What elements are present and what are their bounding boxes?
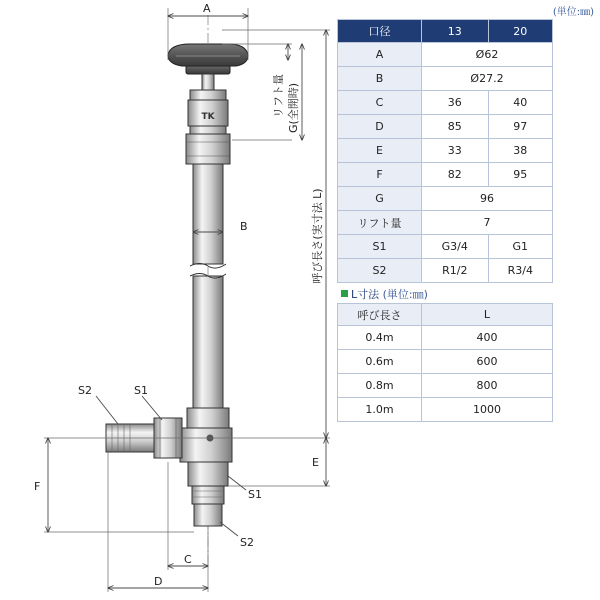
leader-s1-bottom bbox=[228, 476, 246, 490]
valve-body bbox=[106, 408, 232, 526]
label-s2-top: S2 bbox=[78, 384, 92, 397]
tk-logo: TK bbox=[201, 112, 215, 122]
unit-note: (単位:㎜) bbox=[552, 7, 594, 18]
spec-header-row bbox=[338, 20, 553, 43]
label-lift: リフト量 bbox=[272, 74, 285, 118]
l-table bbox=[337, 303, 553, 422]
handle bbox=[168, 44, 248, 90]
label-a: A bbox=[203, 2, 211, 15]
leader-s2-bottom bbox=[220, 522, 238, 536]
label-f: F bbox=[34, 480, 41, 493]
label-nominal-length: 呼び長さ(実寸法 L) bbox=[311, 188, 324, 284]
l-header-row bbox=[338, 304, 553, 326]
label-e: E bbox=[312, 456, 319, 469]
label-d: D bbox=[154, 575, 163, 588]
spec-row-d: D 85 97 bbox=[338, 115, 553, 139]
spec-header-20: 20 bbox=[488, 20, 552, 43]
l-row-08: 0.8m 800 bbox=[338, 374, 553, 398]
l-row-10: 1.0m 1000 bbox=[338, 398, 553, 422]
label-s1-bottom: S1 bbox=[248, 488, 262, 501]
spec-row-s2: S2 R1/2 R3/4 bbox=[338, 259, 553, 283]
label-s1-top: S1 bbox=[134, 384, 148, 397]
label-g: G(全開時) bbox=[287, 82, 300, 134]
spec-row-c: C 36 40 bbox=[338, 91, 553, 115]
spec-table bbox=[337, 19, 553, 283]
spec-header-13: 13 bbox=[422, 20, 489, 43]
l-row-06: 0.6m 600 bbox=[338, 350, 553, 374]
leader-s2-top bbox=[96, 396, 118, 424]
l-header-l: L bbox=[422, 304, 553, 326]
spec-row-b: B Ø27.2 bbox=[338, 67, 553, 91]
spec-row-f: F 82 95 bbox=[338, 163, 553, 187]
spec-row-e: E 33 38 bbox=[338, 139, 553, 163]
label-s2-bottom: S2 bbox=[240, 536, 254, 549]
l-header-nominal: 呼び長さ bbox=[338, 304, 422, 326]
green-square-icon bbox=[341, 290, 348, 297]
l-table-title: L寸法 (単位:㎜) bbox=[341, 286, 428, 302]
spec-row-lift: リフト量 7 bbox=[338, 211, 553, 235]
l-row-04: 0.4m 400 bbox=[338, 326, 553, 350]
spec-row-s1: S1 G3/4 G1 bbox=[338, 235, 553, 259]
spec-row-a: A Ø62 bbox=[338, 43, 553, 67]
spec-header-size: 口径 bbox=[338, 20, 422, 43]
leader-s1-top bbox=[142, 396, 162, 420]
label-b: B bbox=[240, 220, 248, 233]
pipe bbox=[190, 164, 226, 408]
spec-row-g: G 96 bbox=[338, 187, 553, 211]
bonnet bbox=[186, 90, 230, 164]
label-c: C bbox=[184, 553, 192, 566]
